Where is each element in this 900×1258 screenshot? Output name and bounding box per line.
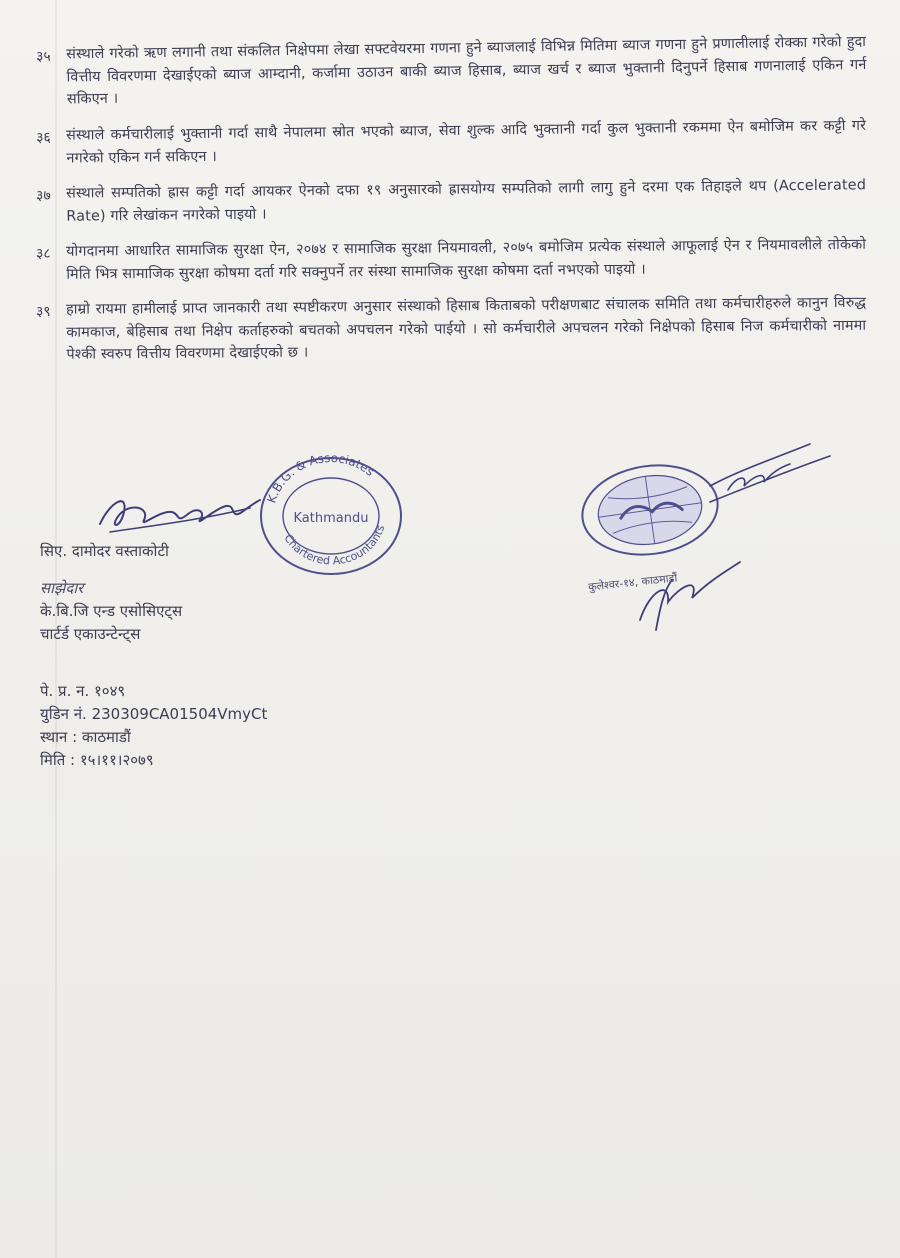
- observation-38: [36, 233, 866, 285]
- point-number: ३७: [36, 187, 51, 204]
- firm-type: चार्टर्ड एकाउन्टेन्ट्स: [40, 625, 141, 643]
- stamp-city-text: Kathmandu: [293, 511, 369, 526]
- observation-39: [36, 291, 867, 366]
- signer-block: [40, 540, 182, 646]
- place: स्थान : काठमाडौं: [40, 728, 131, 746]
- stamp-type-text: Chartered Accountants: [281, 523, 388, 568]
- point-text: संस्थाले सम्पतिको ह्रास कट्टी गर्दा आयकर ऐनको दफा १९ अनुसारको ह्रासयोग्य सम्पतिको लागी लागु हुने दरमा एक तिहाइले थप (Accelerated Rate) गरि लेखांकन नगरेको पाइयो ।: [66, 176, 867, 224]
- auditor-signature: [80, 462, 270, 542]
- point-number: ३९: [36, 303, 51, 320]
- stamp-firm-text: K.B.G. & Associates: [264, 452, 377, 505]
- report-meta: [40, 680, 267, 772]
- firm-name: के.बि.जि एन्ड एसोसिएट्स: [40, 602, 183, 620]
- signer-designation: साझेदार: [40, 579, 84, 597]
- point-text: संस्थाले कर्मचारीलाई भुक्तानी गर्दा साथै नेपालमा स्रोत भएको ब्याज, सेवा शुल्क आदि भुक्तानी गर्दा कुल भुक्तानी रकममा ऐन बमोजिम कर कट्टी गरे नगरेको एकिन गर्न सकिएन ।: [66, 117, 867, 166]
- signer-name: सिए. दामोदर वस्ताकोटी: [40, 542, 169, 560]
- observation-37: [36, 174, 866, 228]
- point-number: ३५: [36, 48, 51, 65]
- firm-seal-stamp: [255, 452, 407, 578]
- point-number: ३८: [36, 245, 51, 262]
- observation-35: [36, 31, 867, 112]
- pp-number: पे. प्र. न. १०४९: [40, 682, 126, 700]
- udin-number: युडिन नं. 230309CA01504VmyCt: [40, 705, 268, 723]
- point-text: हाम्रो रायमा हामीलाई प्राप्त जानकारी तथा स्पष्टीकरण अनुसार संस्थाको हिसाब किताबको परीक्षणबाट संचालक समिति तथा कर्मचारीहरुले कानुन विरुद्ध कामकाज, बेहिसाब तथा निक्षेप कर्ताहरुको बचतको अपचलन गरेको पाईयो । सो कर्मचारीले अपचलन गरेको निक्षेपको हिसाब निज कर्मचारीको नाममा पेश्की स्वरुप वित्तीय विवरणमा देखाईएको छ ।: [66, 294, 867, 363]
- point-number: ३६: [36, 129, 51, 146]
- observation-36: [36, 114, 866, 169]
- cooperative-address: कुलेश्वर-१४, काठमाडौं: [587, 571, 678, 594]
- point-text: योगदानमा आधारित सामाजिक सुरक्षा ऐन, २०७४ र सामाजिक सुरक्षा नियमावली, २०७५ बमोजिम प्रत्येक संस्थाले आफूलाई ऐन र नियमावलीले तोकेको मिति भित्र सामाजिक सुरक्षा कोषमा दर्ता गरि सक्नुपर्ने तर संस्था सामाजिक सुरक्षा कोषमा दर्ता नभएको पाइयो ।: [66, 236, 867, 282]
- point-text: संस्थाले गरेको ऋण लगानी तथा संकलित निक्षेपमा लेखा सफ्टवेयरमा गणना हुने ब्याजलाई विभिन्न मितिमा ब्याज गणना हुने प्रणालीलाई रोक्का गरेको हुदा वित्तीय विवरणमा देखाईएको ब्याज आम्दानी, कर्जामा उठाउन बाकी ब्याज हिसाब, ब्याज खर्च र ब्याज भुक्तानी दिनुपर्ने हिसाब गणनालाई एकिन गर्न सकिएन ।: [66, 33, 867, 108]
- date: मिति : १५।११।२०७९: [40, 751, 154, 769]
- observation-list: [36, 33, 867, 379]
- cooperative-seal-stamp: [560, 430, 850, 640]
